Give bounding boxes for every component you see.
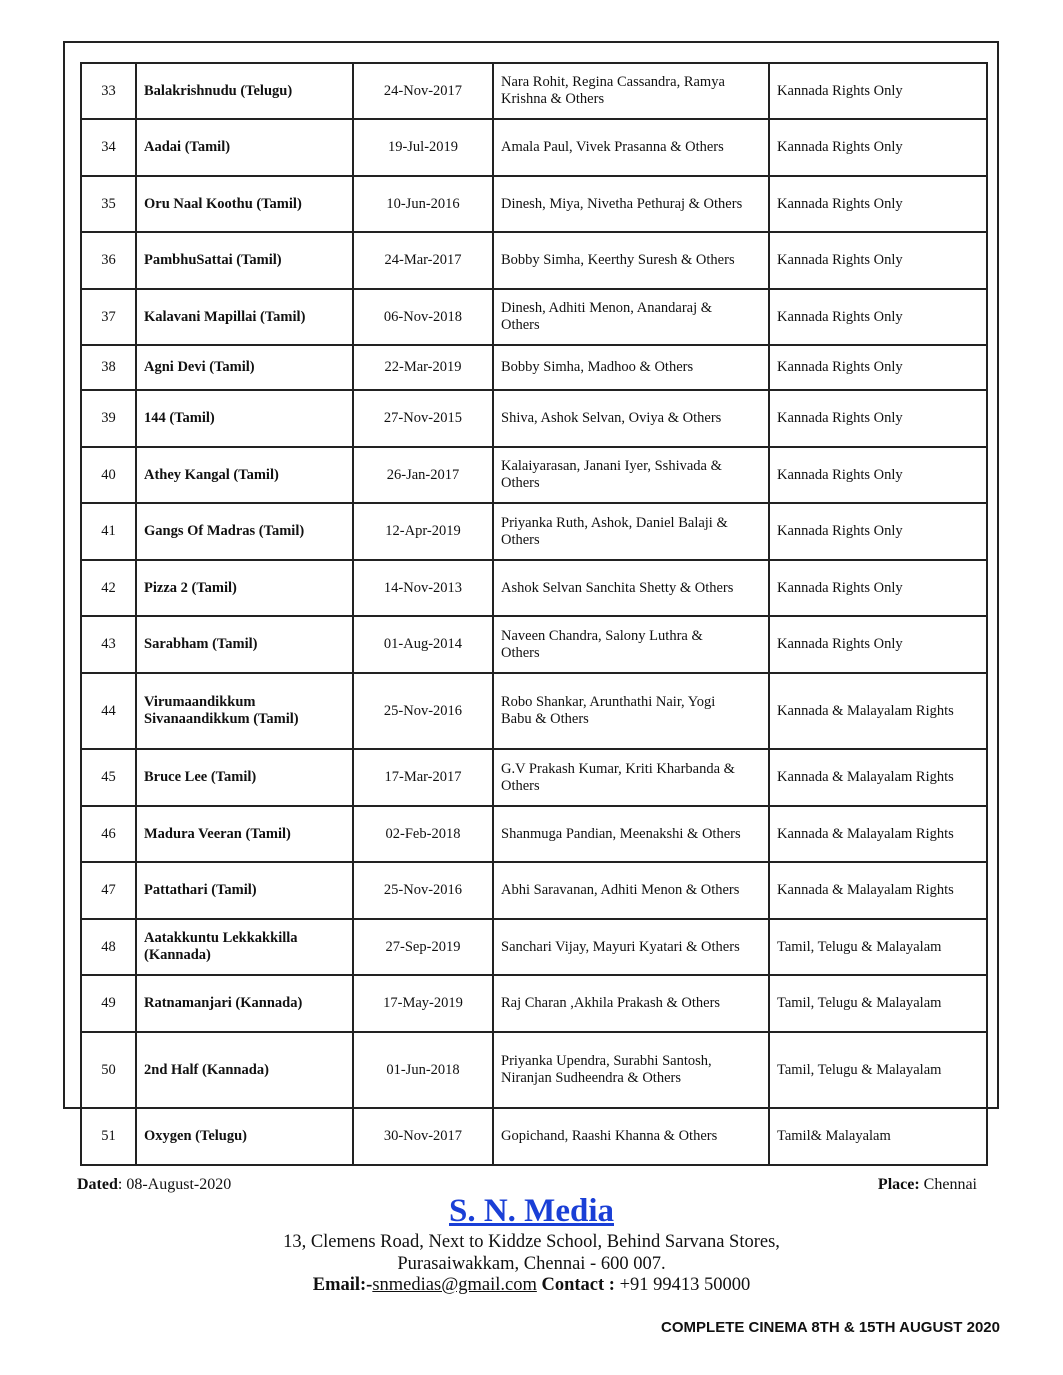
table-row [81, 447, 987, 503]
dated: Dated: 08-August-2020 [77, 1176, 232, 1193]
rights-available: Kannada Rights Only [769, 289, 987, 345]
release-date: 27-Nov-2015 [353, 390, 493, 447]
table-row [81, 560, 987, 616]
email-link[interactable]: snmedias@gmail.com [372, 1275, 537, 1295]
company-name-link[interactable]: S. N. Media [449, 1193, 614, 1229]
cast-line: Dinesh, Miya, Nivetha Pethuraj & Others [501, 195, 743, 212]
cast-list [493, 1108, 769, 1165]
rights-available: Kannada Rights Only [769, 176, 987, 232]
film-title: Oxygen (Telugu) [136, 1108, 353, 1165]
rights-available: Tamil, Telugu & Malayalam [769, 919, 987, 975]
cast-line: Kalaiyarasan, Janani Iyer, Sshivada & [501, 458, 722, 474]
rights-available: Kannada Rights Only [769, 232, 987, 289]
row-number: 35 [81, 176, 136, 232]
cast-line: Amala Paul, Vivek Prasanna & Others [501, 139, 724, 155]
film-title: Oru Naal Koothu (Tamil) [136, 176, 353, 232]
table-row [81, 345, 987, 390]
film-title: Gangs Of Madras (Tamil) [136, 503, 353, 560]
cast-line: Others [501, 777, 540, 794]
release-date: 25-Nov-2016 [353, 862, 493, 919]
cast-line: Krishna & Others [501, 91, 605, 107]
row-number: 37 [81, 289, 136, 345]
cast-line: Abhi Saravanan, Adhiti Menon & Others [501, 882, 740, 898]
contact-line: Email:-snmedias@gmail.com Contact : +91 99413 50000 [312, 1275, 751, 1295]
row-number: 51 [81, 1108, 136, 1165]
place: Place: Chennai [877, 1176, 977, 1193]
rights-available: Kannada & Malayalam Rights [769, 749, 987, 806]
cast-list [493, 862, 769, 919]
table-row [81, 289, 987, 345]
table-row [81, 673, 987, 749]
film-title: Athey Kangal (Tamil) [136, 447, 353, 503]
cast-list [493, 560, 769, 616]
film-title-line: (Kannada) [144, 947, 211, 963]
cast-list [493, 1032, 769, 1108]
release-date: 25-Nov-2016 [353, 673, 493, 749]
cast-line: Bobby Simha, Madhoo & Others [501, 359, 694, 375]
cast-line: Others [501, 531, 540, 548]
film-title: 144 (Tamil) [136, 390, 353, 447]
cast-list [493, 176, 769, 232]
cast-line: Nara Rohit, Regina Cassandra, Ramya [501, 74, 725, 90]
cast-line: Dinesh, Adhiti Menon, Anandaraj & [501, 300, 713, 316]
cast-list [493, 232, 769, 289]
row-number: 45 [81, 749, 136, 806]
cast-line: Gopichand, Raashi Khanna & Others [501, 1128, 718, 1144]
film-title: Agni Devi (Tamil) [136, 345, 353, 390]
film-title: Pattathari (Tamil) [136, 862, 353, 919]
table-row [81, 63, 987, 119]
address-line-2: Purasaiwakkam, Chennai - 600 007. [397, 1254, 666, 1274]
table-row [81, 919, 987, 975]
release-date: 27-Sep-2019 [353, 919, 493, 975]
cast-line: G.V Prakash Kumar, Kriti Kharbanda & [501, 760, 735, 777]
cast-line: Ashok Selvan Sanchita Shetty & Others [501, 579, 734, 596]
film-title [136, 919, 353, 975]
row-number: 38 [81, 345, 136, 390]
table-row [81, 806, 987, 862]
row-number: 40 [81, 447, 136, 503]
cast-list [493, 919, 769, 975]
table-row [81, 975, 987, 1032]
rights-available: Kannada & Malayalam Rights [769, 673, 987, 749]
rights-available: Kannada Rights Only [769, 119, 987, 176]
cast-line: Sanchari Vijay, Mayuri Kyatari & Others [501, 938, 740, 955]
rights-available: Kannada Rights Only [769, 63, 987, 119]
cast-line: Priyanka Ruth, Ashok, Daniel Balaji & [501, 514, 728, 531]
row-number: 44 [81, 673, 136, 749]
rights-available: Kannada & Malayalam Rights [769, 806, 987, 862]
cast-line: Naveen Chandra, Salony Luthra & [501, 627, 703, 644]
rights-available: Tamil& Malayalam [769, 1108, 987, 1165]
rights-available: Kannada Rights Only [769, 390, 987, 447]
film-title: Pizza 2 (Tamil) [136, 560, 353, 616]
film-title: Ratnamanjari (Kannada) [136, 975, 353, 1032]
film-title [136, 673, 353, 749]
release-date: 02-Feb-2018 [353, 806, 493, 862]
release-date: 19-Jul-2019 [353, 119, 493, 176]
cast-line: Priyanka Upendra, Surabhi Santosh, [501, 1053, 712, 1069]
table-row [81, 503, 987, 560]
cast-list [493, 390, 769, 447]
row-number: 39 [81, 390, 136, 447]
table-row [81, 616, 987, 673]
film-title: Madura Veeran (Tamil) [136, 806, 353, 862]
cast-list [493, 503, 769, 560]
row-number: 46 [81, 806, 136, 862]
cast-list [493, 975, 769, 1032]
rights-available: Kannada & Malayalam Rights [769, 862, 987, 919]
cast-line: Others [501, 317, 540, 333]
film-title: Sarabham (Tamil) [136, 616, 353, 673]
row-number: 50 [81, 1032, 136, 1108]
row-number: 33 [81, 63, 136, 119]
rights-available: Kannada Rights Only [769, 616, 987, 673]
release-date: 24-Mar-2017 [353, 232, 493, 289]
cast-list [493, 63, 769, 119]
film-title-line: Aatakkuntu Lekkakkilla [144, 930, 298, 946]
cast-line: Babu & Others [501, 711, 589, 727]
rights-available: Tamil, Telugu & Malayalam [769, 1032, 987, 1108]
table-row [81, 176, 987, 232]
release-date: 17-Mar-2017 [353, 749, 493, 806]
rights-available: Kannada Rights Only [769, 447, 987, 503]
film-title: Balakrishnudu (Telugu) [136, 63, 353, 119]
row-number: 47 [81, 862, 136, 919]
release-date: 01-Jun-2018 [353, 1032, 493, 1108]
rights-available: Kannada Rights Only [769, 560, 987, 616]
release-date: 22-Mar-2019 [353, 345, 493, 390]
cast-line: Niranjan Sudheendra & Others [501, 1070, 681, 1086]
cast-list [493, 289, 769, 345]
cast-list [493, 345, 769, 390]
address-line-1: 13, Clemens Road, Next to Kiddze School, Behind Sarvana Stores, [283, 1232, 780, 1252]
rights-available: Kannada Rights Only [769, 345, 987, 390]
cast-list [493, 447, 769, 503]
table-row [81, 862, 987, 919]
film-title: PambhuSattai (Tamil) [136, 232, 353, 289]
rights-available: Tamil, Telugu & Malayalam [769, 975, 987, 1032]
release-date: 10-Jun-2016 [353, 176, 493, 232]
cast-line: Raj Charan ,Akhila Prakash & Others [501, 995, 721, 1011]
cast-line: Others [501, 644, 540, 661]
cast-list [493, 749, 769, 806]
table-row [81, 390, 987, 447]
cast-line: Shiva, Ashok Selvan, Oviya & Others [501, 410, 722, 426]
film-title-line: Virumaandikkum [144, 694, 256, 710]
rights-available: Kannada Rights Only [769, 503, 987, 560]
row-number: 41 [81, 503, 136, 560]
film-title: Aadai (Tamil) [136, 119, 353, 176]
row-number: 36 [81, 232, 136, 289]
table-row [81, 1032, 987, 1108]
release-date: 26-Jan-2017 [353, 447, 493, 503]
cast-line: Others [501, 475, 540, 491]
cast-list [493, 673, 769, 749]
release-date: 24-Nov-2017 [353, 63, 493, 119]
table-row [81, 749, 987, 806]
cast-line: Bobby Simha, Keerthy Suresh & Others [501, 252, 735, 268]
film-rights-table [80, 62, 988, 1166]
release-date: 30-Nov-2017 [353, 1108, 493, 1165]
release-date: 17-May-2019 [353, 975, 493, 1032]
publication-footer: COMPLETE CINEMA 8TH & 15TH AUGUST 2020 [661, 1319, 1000, 1336]
release-date: 12-Apr-2019 [353, 503, 493, 560]
table-row [81, 1108, 987, 1165]
row-number: 34 [81, 119, 136, 176]
film-title: Kalavani Mapillai (Tamil) [136, 289, 353, 345]
table-row [81, 232, 987, 289]
cast-list [493, 616, 769, 673]
film-title: 2nd Half (Kannada) [136, 1032, 353, 1108]
release-date: 14-Nov-2013 [353, 560, 493, 616]
cast-line: Robo Shankar, Arunthathi Nair, Yogi [501, 694, 716, 710]
row-number: 42 [81, 560, 136, 616]
film-title: Bruce Lee (Tamil) [136, 749, 353, 806]
row-number: 43 [81, 616, 136, 673]
release-date: 06-Nov-2018 [353, 289, 493, 345]
release-date: 01-Aug-2014 [353, 616, 493, 673]
table-row [81, 119, 987, 176]
row-number: 48 [81, 919, 136, 975]
cast-list [493, 119, 769, 176]
row-number: 49 [81, 975, 136, 1032]
cast-list [493, 806, 769, 862]
film-title-line: Sivanaandikkum (Tamil) [144, 711, 299, 727]
cast-line: Shanmuga Pandian, Meenakshi & Others [501, 825, 741, 842]
